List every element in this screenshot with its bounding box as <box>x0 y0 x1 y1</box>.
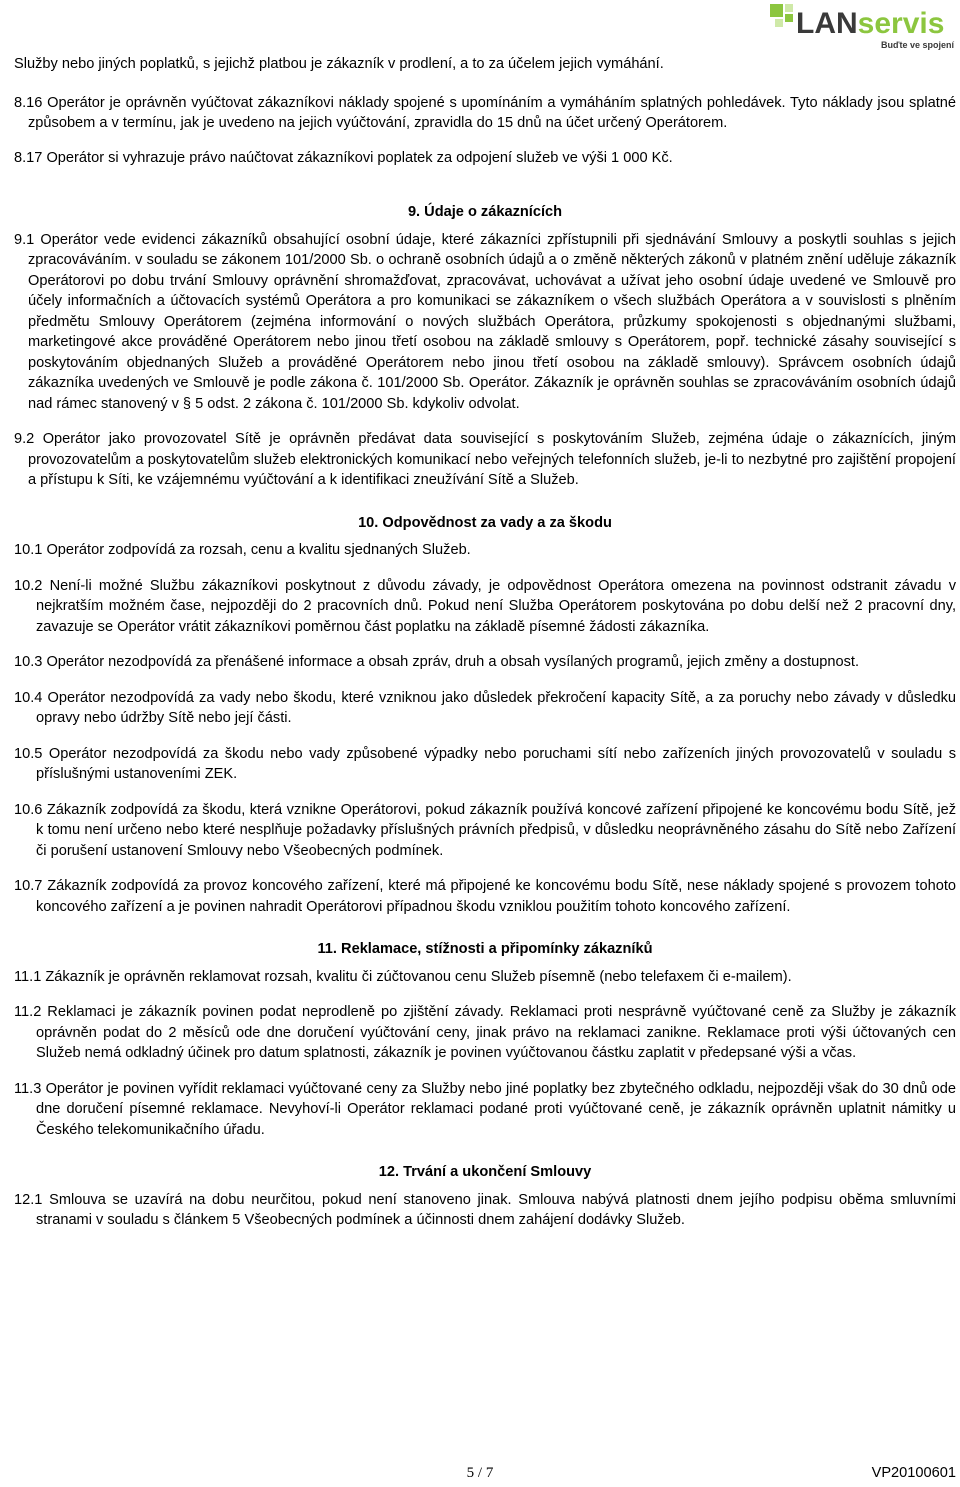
logo-square-2 <box>785 4 793 12</box>
logo-graphic <box>768 0 958 54</box>
paragraph-10-1: 10.1 Operátor zodpovídá za rozsah, cenu a kvalitu sjednaných Služeb. <box>14 542 471 558</box>
paragraph-9-2: 9.2 Operátor jako provozovatel Sítě je oprávněn předávat data související s poskytováním Služeb, zejména údaje o zákaznících, jiným provozovatelům a poskytovatelům služeb elektronických komunikací nebo veřejných telefonních služeb, je-li to nezbytné pro zajištění propojení a přístupu k Síti, ke vzájemnému vyúčtování a k identifikaci zneužívání Sítě a Služeb. <box>14 431 956 488</box>
paragraph-11-3: 11.3 Operátor je povinen vyřídit reklamaci vyúčtované ceny za Služby nebo jiné poplatky bez zbytečného odkladu, nejpozději však do 30 dnů ode dne doručení písemné reklamace. Nevyhoví-li Operátor reklamaci podané proti vyúčtované ceně, je zákazník oprávněn uplatnit námitky u Českého telekomunikačního úřadu. <box>14 1080 956 1138</box>
logo-square-3 <box>785 14 793 22</box>
logo-wordmark: LANservis <box>796 7 945 40</box>
paragraph-12-1: 12.1 Smlouva se uzavírá na dobu neurčitou, pokud není stanoveno jinak. Smlouva nabývá platnosti dnem jejího podpisu oběma smluvními stranami v souladu s článkem 5 Všeobecných podmínek a účinnosti dnem zahájení dodávky Služeb. <box>14 1191 956 1228</box>
paragraph-10-2: 10.2 Není-li možné Službu zákazníkovi poskytnout z důvodu závady, je odpovědnost Operátora omezena na povinnost odstranit závadu v nejkratším možném čase, nejpozději do 2 pracovních dnů. Pokud není Služba Operátorem poskytována po dobu delší než 2 pracovní dny, zavazuje se Operátor vrátit zákazníkovi poměrnou část poplatku na základě písemné žádosti zákazníka. <box>14 577 956 635</box>
heading-section-11: 11. Reklamace, stížnosti a připomínky zákazníků <box>317 941 653 957</box>
heading-section-12: 12. Trvání a ukončení Smlouvy <box>378 1164 592 1180</box>
paragraph-10-3: 10.3 Operátor nezodpovídá za přenášené informace a obsah zpráv, druh a obsah vysílaných programů, jejich změny a dostupnost. <box>14 654 860 670</box>
paragraph-10-6: 10.6 Zákazník zodpovídá za škodu, která vznikne Operátorovi, pokud zákazník používá koncové zařízení připojené ke koncovému bodu Sítě, jež k tomu není určeno nebo které nesplňuje požadavky příslušných právních předpisů, v důsledku neoprávněného zásahu do Sítě nebo Zařízení či porušení ustanovení Smlouvy nebo Všeobecných podmínek. <box>14 801 956 859</box>
document-body <box>14 54 956 1246</box>
lanservis-logo <box>768 0 958 54</box>
paragraph-11-1: 11.1 Zákazník je oprávněn reklamovat rozsah, kvalitu či zúčtovanou cenu Služeb písemně (nebo telefaxem či e-mailem). <box>14 968 792 985</box>
paragraph-11-2: 11.2 Reklamaci je zákazník povinen podat neprodleně po zjištění závady. Reklamaci proti nesprávně vyúčtované ceně za Služby je zákazník oprávněn podat do 2 měsíců ode dne doručení vyúčtování ceny, jinak právo na reklamaci zanikne. Reklamace proti výši účtovaných cen Služeb nemá odkladný účinek pro datum splatnosti, zákazník je povinen vyúčtovanou částku zaplatit v předepsané výši a včas. <box>14 1004 956 1061</box>
paragraph-10-4: 10.4 Operátor nezodpovídá za vady nebo škodu, které vzniknou jako důsledek překročení kapacity Sítě, a za poruchy nebo závady v důsledku opravy nebo údržby Sítě nebo její části. <box>14 689 956 726</box>
heading-section-10: 10. Odpovědnost za vady a za škodu <box>358 514 612 531</box>
page-footer <box>0 1465 960 1487</box>
paragraph-8-17: 8.17 Operátor si vyhrazuje právo naúčtovat zákazníkovi poplatek za odpojení služeb ve výši 1 000 Kč. <box>14 149 673 166</box>
paragraph-8-16: 8.16 Operátor je oprávněn vyúčtovat zákazníkovi náklady spojené s upomínáním a vymáháním splatných pohledávek. Tyto náklady jsou splatné způsobem a v termínu, jak je uvedeno na jejich vyúčtování, zpravidla do 15 dnů na účet určený Operátorem. <box>14 94 956 131</box>
logo-square-4 <box>775 19 783 27</box>
page-number: 5 / 7 <box>466 1465 494 1481</box>
document-code: VP20100601 <box>871 1465 956 1481</box>
logo-square-1 <box>770 4 783 17</box>
paragraph-9-1: 9.1 Operátor vede evidenci zákazníků obsahující osobní údaje, které zákazníci zpřístupnili při sjednávání Smlouvy a poskytli souhlas s jejich zpracováváním. v souladu se zákonem 101/2000 Sb. o ochraně osobních údajů a o změně některých zákonů v platném znění uděluje zákazník Operátorovi po dobu trvání Smlouvy oprávnění shromažďovat, zpracovávat, uchovávat a užívat jeho osobní údaje uvedené ve Smlouvě pro účely informačních a účtovacích systémů Operátora a pro komunikaci se zákazníkem o všech službách Operátora a v souvislosti s plněním předmětu Smlouvy Operátorem (zejména informování o nových službách Operátora, průzkumy spokojenosti s objednanými službami, marketingové akce prováděné Operátorem nebo jinou třetí osobou na základě smlouvy s Operátorem, popř. technické zásahy související s poskytováním objednaných Služeb a prováděné Operátorem nebo jinou třetí osobou na základě smlouvy). Správcem osobních údajů zákazníka uvedených ve Smlouvě je podle zákona č. 101/2000 Sb. Operátor. Zákazník je oprávněn souhlas se zpracováváním osobních údajů nad rámec stanovený v § 5 odst. 2 zákona č. 101/2000 Sb. kdykoliv odvolat. <box>14 231 956 412</box>
paragraph-10-5: 10.5 Operátor nezodpovídá za škodu nebo vady způsobené výpadky nebo poruchami sítí nebo zařízeních jiných provozovatelů v souladu s příslušnými ustanoveními ZEK. <box>14 745 956 782</box>
logo-tagline: Buďte ve spojení <box>881 40 954 50</box>
paragraph-intro: Služby nebo jiných poplatků, s jejichž platbou je zákazník v prodlení, a to za účelem jejich vymáhání. <box>14 56 664 72</box>
heading-section-9: 9. Údaje o zákaznících <box>407 204 563 220</box>
paragraph-10-7: 10.7 Zákazník zodpovídá za provoz koncového zařízení, které má připojené ke koncovému bodu Sítě, nese náklady spojené s provozem tohoto koncového zařízení a je povinen nahradit Operátorovi případnou škodu vzniklou použitím tohoto koncového zařízení. <box>14 878 956 915</box>
